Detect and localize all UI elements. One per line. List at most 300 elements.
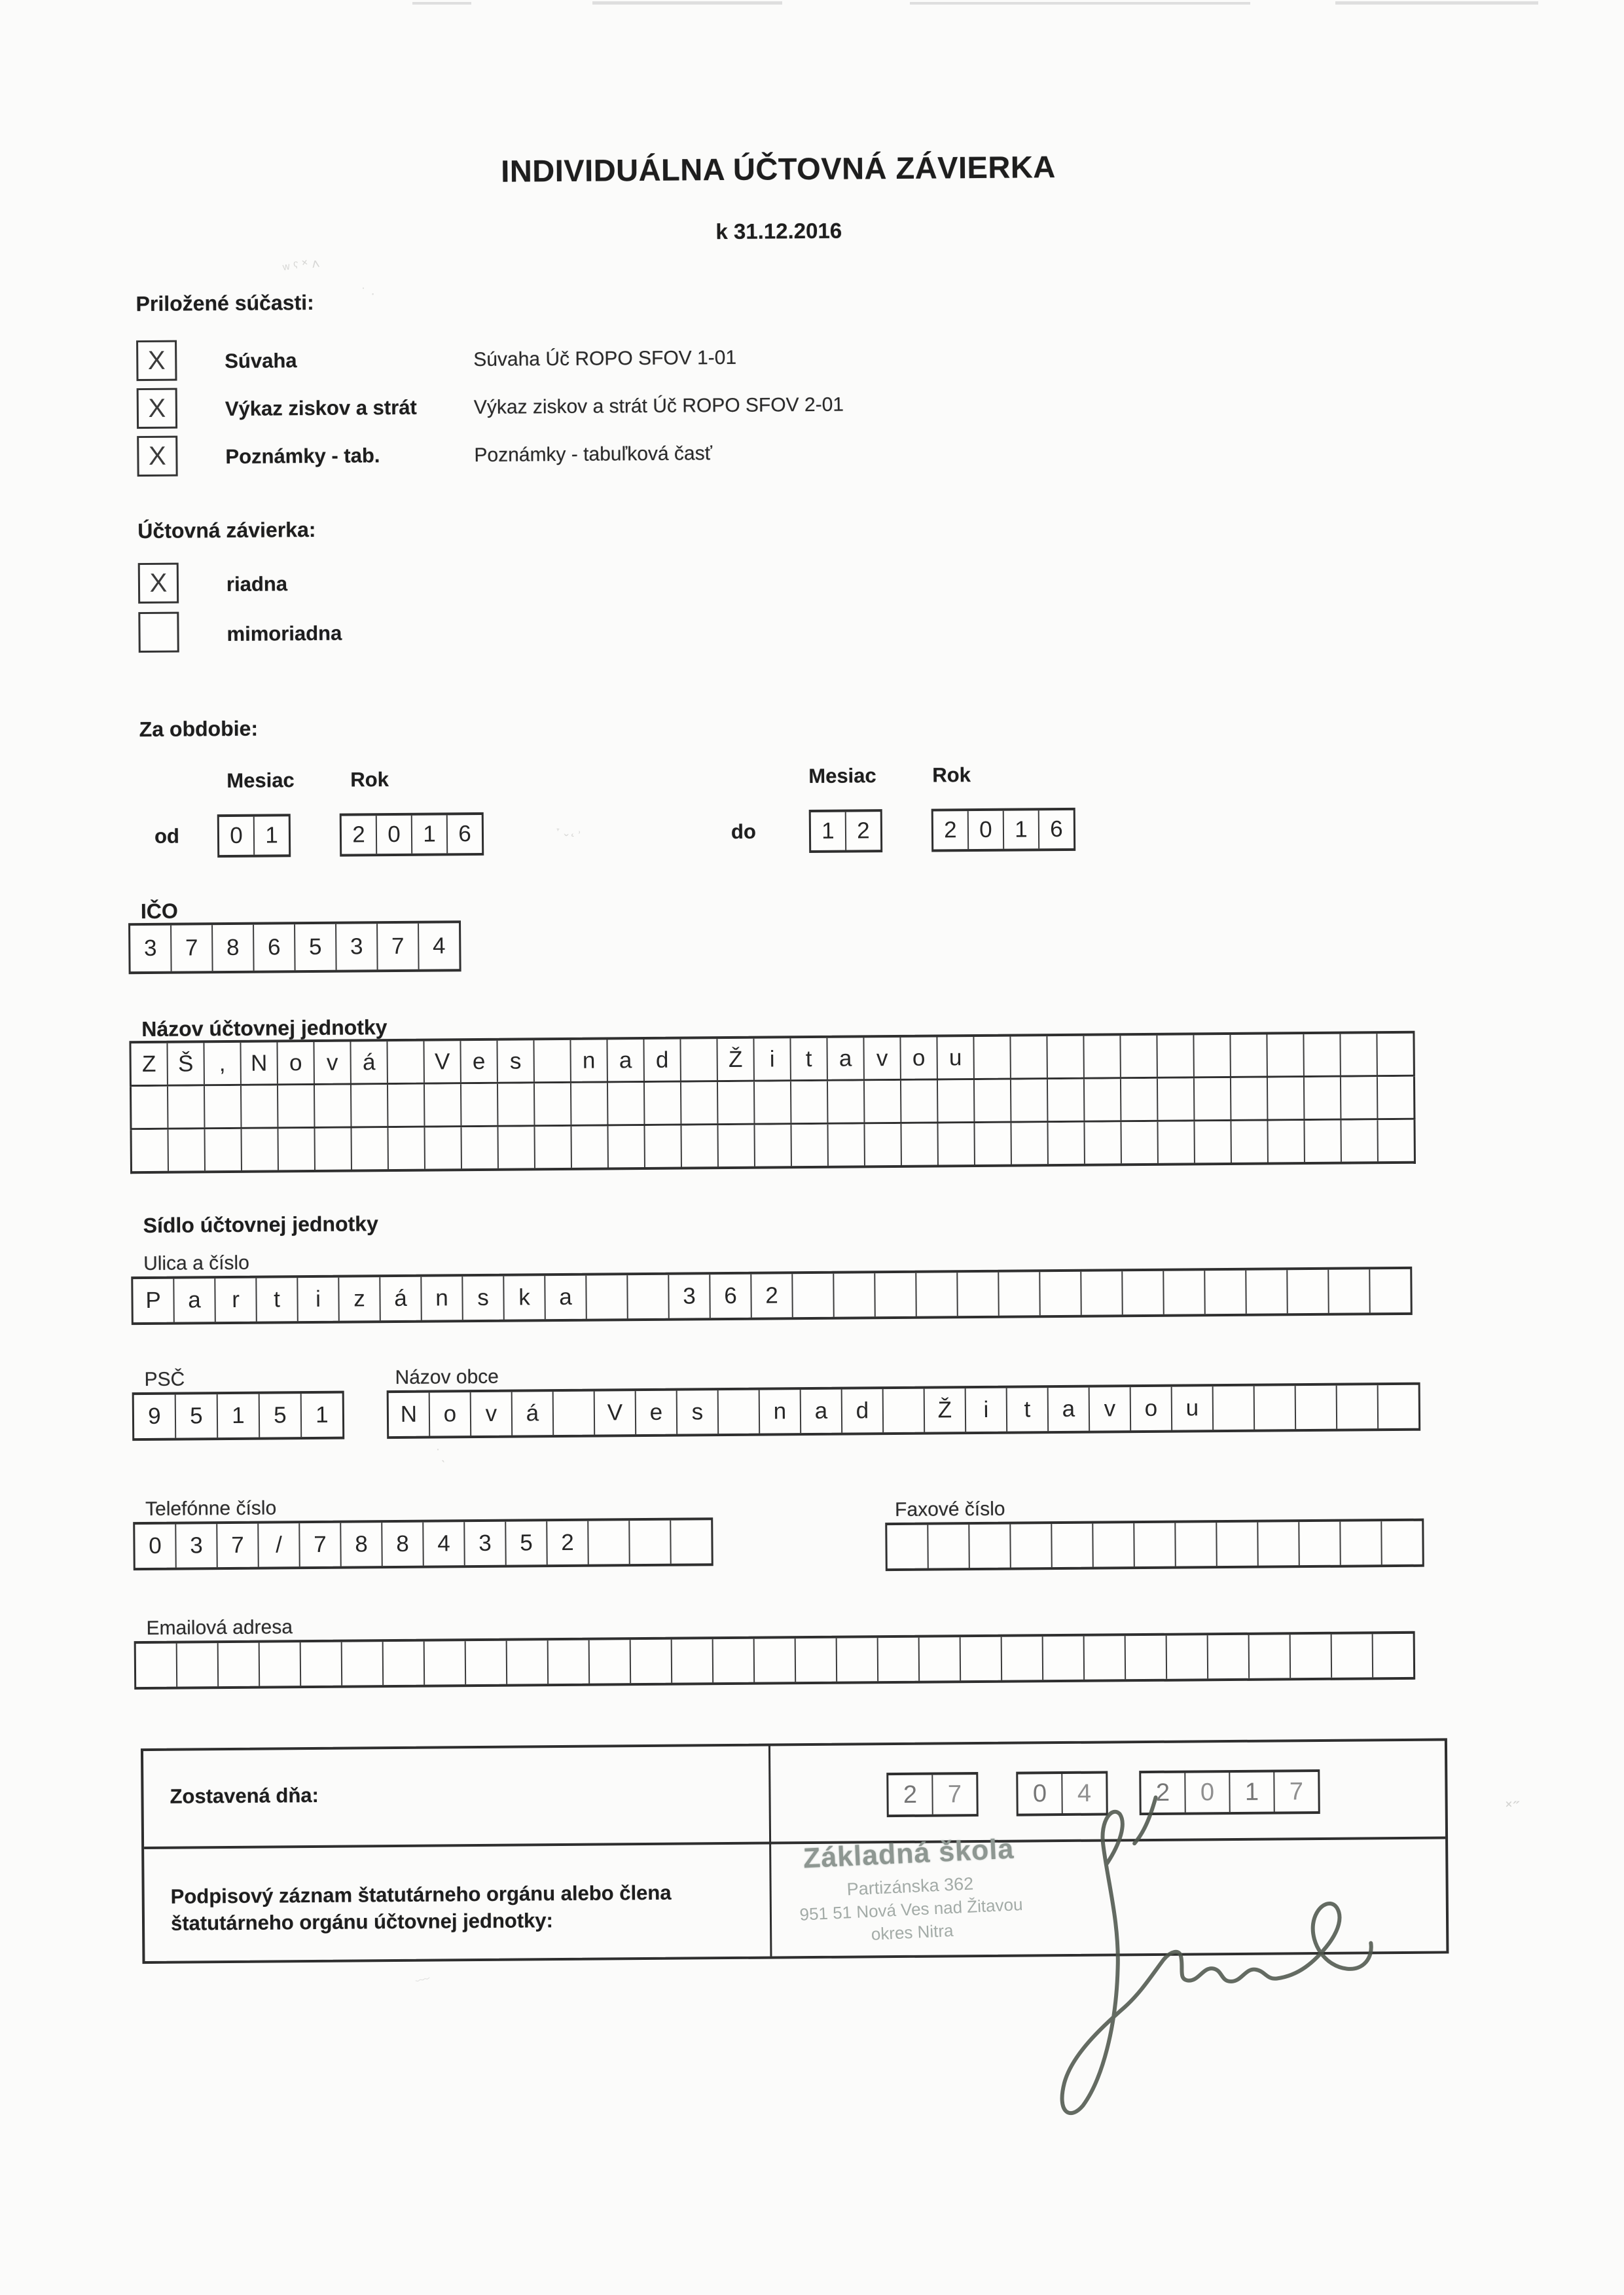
psc-label: PSČ (144, 1368, 185, 1391)
period-from-label: od (154, 824, 179, 848)
char-cell: i (754, 1038, 791, 1079)
char-cell: V (595, 1391, 637, 1434)
char-cell (425, 1084, 461, 1125)
char-cell (719, 1390, 761, 1434)
char-cell: 3 (176, 1524, 218, 1567)
pencil-smudge: ˕ ˬ ̨ ˒ (554, 819, 583, 838)
char-cell (1208, 1635, 1250, 1678)
checkbox-vykaz: X (137, 388, 177, 429)
char-cell (1370, 1269, 1411, 1312)
char-cell: a (607, 1039, 644, 1081)
desc-poznamky: Poznámky - tabuľková časť (474, 443, 713, 467)
pencil-smudge: ﹏ (412, 1964, 431, 1984)
char-cell (1194, 1035, 1231, 1076)
char-cell: s (497, 1040, 534, 1081)
period-to-label: do (731, 820, 756, 843)
char-cell (884, 1389, 926, 1432)
char-cell: t (1007, 1388, 1049, 1431)
char-cell: 2 (933, 811, 969, 849)
closing-type-heading: Účtovná závierka: (137, 517, 316, 543)
phone-boxes (133, 1517, 713, 1570)
char-cell: 7 (171, 925, 213, 971)
char-cell: 6 (458, 821, 471, 847)
char-cell (1040, 1272, 1082, 1315)
char-cell (828, 1081, 865, 1122)
char-cell (1167, 1635, 1209, 1678)
char-cell: 1 (1004, 810, 1039, 848)
char-cell: v (864, 1038, 901, 1079)
char-cell (242, 1129, 279, 1170)
char-cell (1341, 1120, 1378, 1161)
period-to-month-boxes (809, 809, 883, 853)
char-cell (132, 1130, 169, 1171)
char-cell (671, 1520, 712, 1563)
char-cell (549, 1640, 590, 1684)
char-cell (1047, 1036, 1084, 1077)
char-cell (1291, 1635, 1333, 1678)
char-cell (975, 1123, 1011, 1165)
char-cell: 7 (300, 1523, 342, 1566)
char-cell (1258, 1522, 1300, 1565)
char-cell: , (204, 1043, 241, 1084)
label-poznamky: Poznámky - tab. (225, 444, 380, 469)
char-cell: u (937, 1037, 974, 1078)
entity-name-label: Názov účtovnej jednotky (141, 1015, 388, 1041)
char-cell: v (1090, 1387, 1132, 1430)
desc-suvaha: Súvaha Úč ROPO SFOV 1-01 (473, 346, 737, 371)
char-cell (169, 1129, 206, 1170)
char-cell (1121, 1036, 1157, 1077)
char-cell (631, 1640, 673, 1683)
char-cell (1195, 1121, 1231, 1163)
date-label: Zostavená dňa: (170, 1783, 319, 1808)
char-cell: s (677, 1390, 719, 1434)
char-cell (1157, 1035, 1194, 1076)
checkbox-riadna: X (138, 563, 179, 604)
char-cell: a (1049, 1388, 1091, 1431)
char-cell (1048, 1079, 1085, 1121)
char-cell: 3 (669, 1274, 711, 1318)
char-cell: t (257, 1278, 298, 1321)
char-cell: n (760, 1390, 802, 1433)
char-cell (974, 1037, 1011, 1078)
char-cell (1134, 1523, 1176, 1566)
char-cell: 3 (336, 924, 378, 969)
char-cell: 7 (378, 924, 420, 969)
signature-stroke (1060, 1810, 1373, 2114)
char-cell: 6 (1050, 816, 1063, 842)
char-cell: n (422, 1276, 463, 1320)
char-cell: d (842, 1389, 884, 1432)
char-cell (901, 1080, 938, 1121)
char-cell (1126, 1636, 1168, 1679)
char-cell (999, 1272, 1041, 1315)
char-cell: V (424, 1041, 461, 1082)
char-cell (1158, 1078, 1195, 1119)
char-cell (132, 1087, 168, 1128)
char-cell (1081, 1271, 1123, 1314)
char-cell: a (545, 1276, 587, 1319)
stamp-line-1: Základná škola (802, 1833, 1015, 1875)
char-cell (1011, 1036, 1047, 1077)
char-cell (630, 1521, 672, 1564)
char-cell: r (215, 1278, 257, 1322)
char-cell (793, 1274, 835, 1317)
obec-boxes (387, 1382, 1421, 1439)
ink-speck: ˟ ̋ (1506, 1798, 1517, 1818)
char-cell: t (791, 1038, 827, 1079)
fax-label: Faxové číslo (894, 1498, 1005, 1521)
char-cell (535, 1083, 571, 1125)
char-cell: 8 (213, 925, 255, 971)
char-cell: v (314, 1042, 351, 1083)
char-cell (645, 1083, 681, 1124)
char-cell (388, 1128, 425, 1169)
char-cell: 0 (1185, 1773, 1230, 1813)
ico-label: IČO (140, 899, 178, 924)
char-cell: 3 (465, 1522, 507, 1565)
char-cell (461, 1127, 498, 1168)
stamp-line-2: Partizánska 362 (846, 1873, 974, 1900)
char-cell (206, 1129, 242, 1170)
char-cell (168, 1086, 205, 1127)
char-cell: 7 (947, 1780, 962, 1808)
char-cell (1205, 1271, 1247, 1314)
char-cell (278, 1085, 315, 1127)
char-cell: á (351, 1041, 388, 1083)
char-cell (1011, 1079, 1048, 1121)
char-cell (755, 1638, 797, 1682)
char-cell: 8 (382, 1523, 424, 1566)
char-cell: 1 (811, 812, 846, 850)
char-cell: o (278, 1042, 314, 1083)
char-cell (796, 1638, 838, 1682)
char-cell (342, 1642, 384, 1685)
email-boxes (134, 1631, 1416, 1690)
char-cell: 1 (218, 1394, 261, 1438)
char-cell (608, 1083, 645, 1124)
char-cell: 1 (265, 822, 278, 848)
stamp-line-4: okres Nitra (871, 1920, 954, 1944)
char-cell (1164, 1271, 1206, 1314)
pencil-smudge: ˙ · (361, 285, 376, 302)
char-cell: N (389, 1393, 431, 1436)
char-cell (1002, 1636, 1044, 1680)
char-cell (938, 1123, 975, 1165)
char-cell (865, 1081, 901, 1122)
char-cell (425, 1127, 461, 1168)
page-subtitle: k 31.12.2016 (715, 218, 842, 244)
char-cell (1382, 1521, 1422, 1564)
label-riadna: riadna (226, 572, 288, 596)
char-cell (1268, 1121, 1305, 1162)
char-cell: 6 (710, 1274, 752, 1318)
char-cell: 4 (432, 933, 446, 959)
char-cell: 0 (969, 811, 1004, 849)
char-cell (388, 1041, 424, 1083)
char-cell (901, 1123, 938, 1165)
char-cell (920, 1637, 962, 1680)
char-cell: 5 (295, 924, 337, 970)
char-cell (1093, 1523, 1135, 1566)
char-cell (219, 1643, 261, 1686)
char-cell (534, 1040, 571, 1081)
char-cell: 3 (130, 926, 172, 971)
char-cell (928, 1525, 970, 1568)
char-cell: e (636, 1391, 678, 1434)
char-cell (969, 1525, 1011, 1568)
char-cell (1378, 1077, 1413, 1118)
char-cell (681, 1082, 718, 1123)
char-cell: 2 (547, 1521, 589, 1564)
char-cell: o (1131, 1387, 1173, 1430)
char-cell (588, 1521, 630, 1564)
char-cell (916, 1273, 958, 1316)
char-cell: á (380, 1277, 422, 1320)
handwritten-signature (825, 1750, 1391, 2134)
char-cell: 5 (506, 1521, 548, 1564)
char-cell: 4 (1077, 1779, 1092, 1807)
char-cell (628, 1275, 670, 1318)
char-cell (1373, 1634, 1414, 1677)
char-cell (1296, 1386, 1338, 1429)
char-cell: 1 (316, 1401, 329, 1428)
char-cell (1250, 1635, 1291, 1678)
char-cell: 0 (135, 1525, 177, 1568)
psc-boxes (132, 1391, 345, 1441)
char-cell (608, 1126, 645, 1167)
char-cell: a (174, 1278, 216, 1322)
char-cell (1123, 1271, 1164, 1314)
char-cell (1305, 1121, 1341, 1162)
char-cell: Ž (717, 1039, 754, 1080)
char-cell (791, 1081, 828, 1123)
char-cell (713, 1639, 755, 1682)
char-cell (887, 1525, 929, 1568)
char-cell (718, 1125, 755, 1166)
char-cell (938, 1080, 975, 1121)
char-cell: Š (168, 1043, 204, 1084)
char-cell (466, 1641, 508, 1684)
label-vykaz: Výkaz ziskov a strát (225, 395, 417, 421)
char-cell: n (571, 1039, 607, 1081)
char-cell (1011, 1123, 1048, 1164)
char-cell: 0 (219, 817, 255, 855)
char-cell (1255, 1386, 1297, 1429)
char-cell (1377, 1034, 1413, 1075)
char-cell (681, 1039, 717, 1080)
period-from-month-boxes (217, 814, 291, 858)
char-cell (1085, 1122, 1121, 1163)
char-cell: v (471, 1392, 513, 1436)
char-cell (1246, 1270, 1288, 1313)
char-cell (554, 1392, 596, 1435)
checkbox-suvaha: X (136, 340, 177, 381)
char-cell (590, 1640, 632, 1683)
char-cell: 1 (412, 815, 448, 853)
char-cell: 8 (341, 1523, 383, 1566)
char-cell (1299, 1522, 1341, 1565)
phone-label: Telefónne číslo (145, 1497, 277, 1521)
char-cell (1195, 1078, 1231, 1119)
char-cell: 0 (377, 816, 412, 854)
char-cell (672, 1639, 714, 1682)
period-from-year-boxes (340, 812, 484, 857)
char-cell (1268, 1077, 1305, 1119)
char-cell (837, 1638, 879, 1681)
signature-stroke (1134, 1798, 1157, 1843)
desc-vykaz: Výkaz ziskov a strát Úč ROPO SFOV 2-01 (473, 393, 844, 419)
label-suvaha: Súvaha (225, 349, 297, 373)
char-cell: 6 (254, 924, 296, 970)
char-cell (1337, 1385, 1379, 1428)
char-cell: s (463, 1276, 505, 1320)
char-cell (352, 1085, 388, 1126)
char-cell (498, 1127, 535, 1168)
char-cell (1085, 1636, 1127, 1679)
pencil-smudge: ʷ ˁ ˟ ˄ (281, 255, 321, 278)
char-cell: / (259, 1523, 300, 1566)
char-cell (961, 1637, 1003, 1680)
char-cell (1304, 1034, 1341, 1075)
char-cell: d (644, 1039, 681, 1081)
obec-label: Názov obce (395, 1365, 499, 1389)
char-cell (975, 1080, 1011, 1121)
char-cell: e (461, 1041, 497, 1082)
char-cell (177, 1643, 219, 1686)
checkbox-mimoriadna (138, 612, 179, 653)
char-cell (645, 1126, 681, 1167)
char-cell: k (504, 1276, 546, 1319)
checkbox-poznamky: X (137, 436, 177, 477)
ico-boxes (128, 920, 461, 974)
char-cell: i (298, 1278, 340, 1321)
char-cell (1329, 1269, 1371, 1312)
char-cell (828, 1124, 865, 1165)
char-cell: a (827, 1038, 864, 1079)
char-cell (1011, 1524, 1053, 1567)
char-cell: Z (131, 1043, 168, 1085)
char-cell: 5 (176, 1394, 219, 1438)
period-month-label-from: Mesiac (226, 768, 295, 793)
char-cell (507, 1640, 549, 1684)
char-cell (461, 1084, 498, 1125)
char-cell (1231, 1035, 1267, 1076)
char-cell: 2 (857, 818, 870, 844)
char-cell (316, 1129, 352, 1170)
char-cell (571, 1083, 608, 1124)
char-cell (1217, 1523, 1259, 1566)
period-to-year-boxes (931, 808, 1076, 852)
char-cell: i (966, 1388, 1008, 1432)
char-cell (260, 1642, 302, 1686)
address-heading: Sídlo účtovnej jednotky (143, 1212, 378, 1238)
period-year-label-from: Rok (350, 768, 389, 791)
char-cell (535, 1127, 571, 1168)
char-cell (388, 1085, 425, 1126)
char-cell: 0 (1018, 1774, 1062, 1814)
period-heading: Za obdobie: (139, 716, 259, 742)
fax-boxes (885, 1519, 1424, 1571)
char-cell (279, 1129, 316, 1170)
char-cell (1043, 1636, 1085, 1680)
char-cell (1176, 1523, 1218, 1566)
char-cell: Ž (925, 1388, 967, 1432)
pencil-smudge: ˙ˎ (436, 1446, 446, 1463)
char-cell: 7 (1289, 1777, 1304, 1805)
char-cell (242, 1085, 278, 1127)
char-cell: a (801, 1390, 843, 1433)
char-cell (1341, 1077, 1378, 1118)
char-cell: N (241, 1042, 278, 1083)
char-cell: 2 (888, 1775, 933, 1815)
label-mimoriadna: mimoriadna (226, 621, 342, 646)
char-cell (718, 1082, 755, 1123)
char-cell: 5 (260, 1394, 302, 1437)
char-cell (301, 1642, 343, 1686)
char-cell: 7 (217, 1524, 259, 1567)
street-boxes (131, 1267, 1413, 1325)
char-cell (1084, 1036, 1121, 1077)
char-cell (791, 1125, 828, 1166)
char-cell (1121, 1122, 1158, 1163)
char-cell (571, 1126, 608, 1167)
char-cell (384, 1642, 425, 1685)
char-cell (681, 1125, 718, 1166)
char-cell (834, 1273, 876, 1316)
page-title: INDIVIDUÁLNA ÚČTOVNÁ ZÁVIERKA (501, 149, 1056, 189)
signature-label: Podpisový záznam štatutárneho orgánu alebo člena štatutárneho orgánu účtovnej jednotky: (170, 1881, 672, 1935)
char-cell (1214, 1386, 1255, 1430)
char-cell (1052, 1524, 1094, 1567)
char-cell: o (430, 1392, 472, 1436)
char-cell: 1 (1230, 1772, 1274, 1812)
char-cell: á (513, 1392, 554, 1435)
char-cell (1085, 1079, 1121, 1120)
char-cell (352, 1128, 389, 1169)
street-label: Ulica a číslo (143, 1252, 249, 1275)
char-cell: u (1172, 1386, 1214, 1430)
char-cell (865, 1124, 901, 1165)
char-cell: o (901, 1037, 937, 1078)
char-cell (315, 1085, 352, 1127)
period-month-label-to: Mesiac (808, 764, 876, 788)
char-cell (1048, 1123, 1085, 1164)
char-cell (1341, 1034, 1377, 1075)
char-cell (205, 1086, 242, 1127)
char-cell (1121, 1079, 1158, 1120)
char-cell (1231, 1121, 1268, 1163)
char-cell (498, 1083, 535, 1125)
char-cell (1231, 1078, 1268, 1119)
char-cell: z (339, 1277, 381, 1320)
char-cell (425, 1641, 467, 1684)
char-cell: P (133, 1279, 175, 1322)
char-cell: 2 (342, 816, 377, 854)
char-cell (755, 1081, 791, 1123)
char-cell (1379, 1385, 1419, 1428)
char-cell (755, 1125, 791, 1166)
char-cell (1158, 1121, 1195, 1163)
stamp-line-3: 951 51 Nová Ves nad Žitavou (799, 1894, 1024, 1925)
entity-name-row-3 (130, 1120, 1416, 1174)
char-cell (1267, 1034, 1304, 1075)
char-cell (958, 1273, 1000, 1316)
char-cell: 2 (1141, 1773, 1185, 1813)
char-cell (1341, 1521, 1382, 1564)
char-cell (1305, 1077, 1341, 1119)
period-year-label-to: Rok (932, 763, 971, 787)
